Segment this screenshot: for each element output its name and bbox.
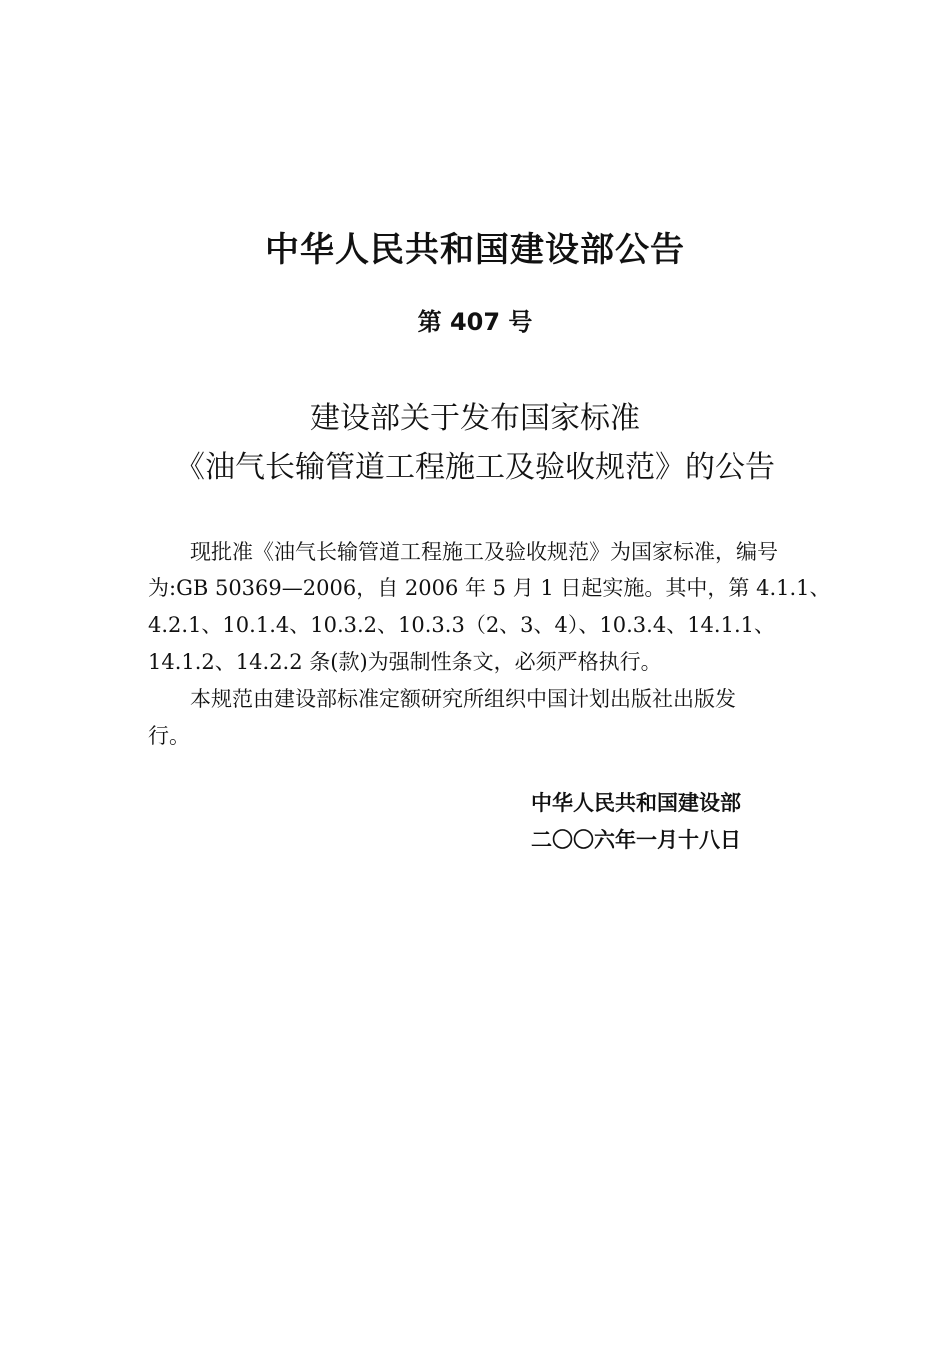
paragraph-2-line-1: 本规范由建设部标准定额研究所组织中国计划出版社出版发 bbox=[190, 687, 736, 711]
subject-line-2: 《油气长输管道工程施工及验收规范》的公告 bbox=[175, 450, 775, 485]
agency-title: 中华人民共和国建设部公告 bbox=[265, 230, 685, 270]
paragraph-2-line-2: 行。 bbox=[148, 724, 190, 748]
subject-line-1: 建设部关于发布国家标准 bbox=[310, 401, 640, 436]
announcement-number: 第 407 号 bbox=[417, 308, 533, 336]
paragraph-1-line-2: 为:GB 50369—2006，自 2006 年 5 月 1 日起实施。其中，第 4.1.1、 bbox=[148, 576, 831, 600]
issuer-signature: 中华人民共和国建设部 bbox=[531, 791, 741, 815]
paragraph-1-line-1: 现批准《油气长输管道工程施工及验收规范》为国家标准，编号 bbox=[190, 540, 778, 564]
paragraph-1-line-3: 4.2.1、10.1.4、10.3.2、10.3.3（2、3、4）、10.3.4、14.1.1、 bbox=[148, 613, 775, 637]
issue-date: 二〇〇六年一月十八日 bbox=[531, 828, 741, 852]
paragraph-1-line-4: 14.1.2、14.2.2 条(款)为强制性条文，必须严格执行。 bbox=[148, 650, 662, 674]
